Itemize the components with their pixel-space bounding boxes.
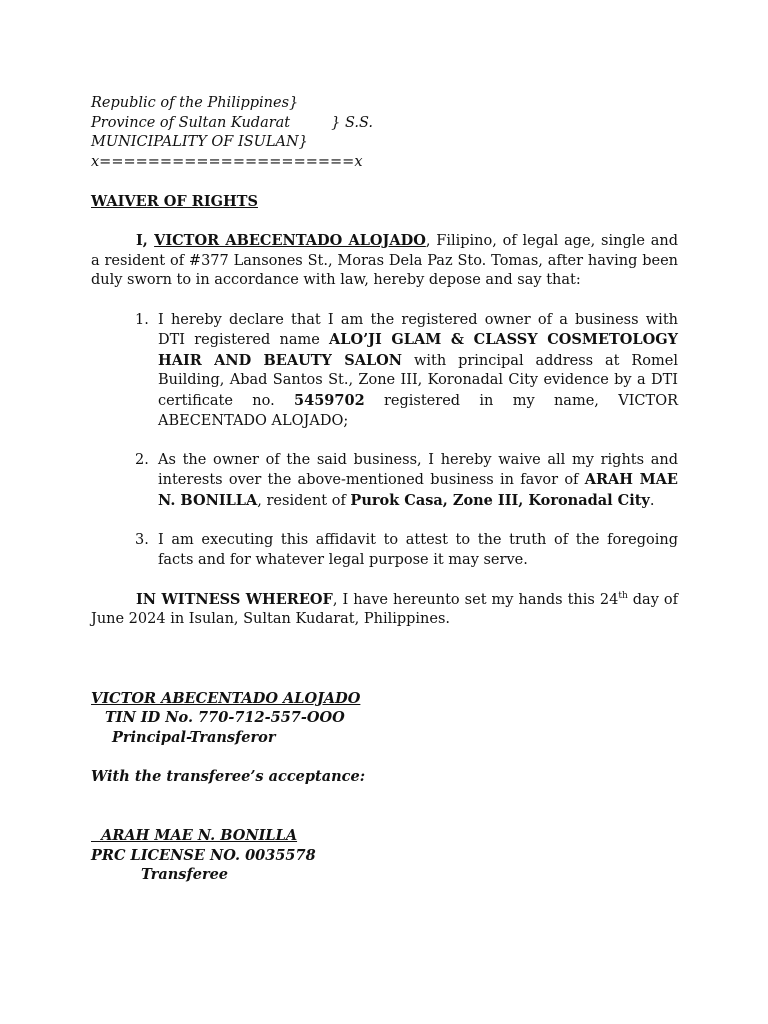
transferor-signature-block — [91, 689, 678, 748]
acceptance-line: With the transferee’s acceptance: — [91, 768, 366, 786]
day-suffix: th — [618, 591, 628, 602]
dti-certificate-number: 5459702 — [294, 391, 365, 409]
declaration-list — [91, 311, 678, 571]
list-spacer — [91, 431, 678, 451]
item-number: 2. — [135, 451, 149, 468]
document-body — [91, 94, 678, 885]
intro-text: , Filipino, of legal age, single and a resident of #377 Lansones St., Moras Dela Paz Sto. Tomas, after having been duly sworn to in accordance with law, hereby depose and say that: — [91, 233, 679, 289]
item-text: As the owner of the said business, I hereby waive all my rights and interests over the above-mentioned business in favor of — [158, 451, 678, 489]
transferee-signature-block — [91, 826, 678, 885]
witness-paragraph — [91, 590, 678, 630]
transferee-name-line — [91, 826, 678, 846]
transferor-role: Principal-Transferor — [112, 729, 276, 746]
item-text: I am executing this affidavit to attest to the truth of the foregoing facts and for whatever legal purpose it may serve. — [158, 532, 678, 568]
transferee-name-inline: ARAH MAE N. BONILLA — [158, 471, 678, 509]
item-number: 1. — [135, 311, 149, 328]
venue-header — [91, 94, 678, 172]
header-ss: } S.S. — [331, 114, 374, 131]
witness-heading: IN WITNESS WHEREOF — [136, 590, 333, 608]
header-municipality: MUNICIPALITY OF ISULAN} — [91, 134, 308, 151]
item-text: I hereby declare that I am the registered owner of a business with DTI registered name — [158, 311, 678, 349]
intro-prefix: I, — [136, 232, 155, 250]
witness-text: , I have hereunto set my hands this 24 — [332, 591, 619, 608]
intro-paragraph — [91, 231, 678, 291]
item-text: registered in my name, VICTOR ABECENTADO ALOJADO; — [158, 392, 678, 429]
header-province-name: Province of Sultan Kudarat — [91, 114, 291, 131]
transferor-name: VICTOR ABECENTADO ALOJADO — [91, 689, 361, 707]
affiant-name: VICTOR ABECENTADO ALOJADO — [154, 232, 426, 250]
header-province — [91, 114, 678, 134]
transferee-license: PRC LICENSE NO. 0035578 — [91, 846, 316, 864]
witness-text: day of June 2024 in Isulan, Sultan Kudarat, Philippines. — [91, 591, 679, 628]
transferor-tin: TIN ID No. 770-712-557-OOO — [105, 709, 345, 727]
transferee-name: ARAH MAE N. BONILLA — [101, 826, 298, 844]
item-number: 3. — [135, 532, 149, 549]
item-text: , resident of — [257, 492, 351, 509]
header-republic: Republic of the Philippines} — [91, 95, 299, 111]
document-title: WAIVER OF RIGHTS — [91, 192, 258, 210]
header-divider: x=====================x — [91, 153, 363, 170]
list-item — [91, 311, 678, 432]
list-item — [91, 451, 678, 512]
list-spacer — [91, 511, 678, 531]
transferee-role: Transferee — [141, 866, 229, 884]
transferee-address: Purok Casa, Zone III, Koronadal City — [350, 491, 650, 509]
list-item — [91, 531, 678, 570]
business-name: ALO’JI GLAM & CLASSY COSMETOLOGY HAIR AND BEAUTY SALON — [158, 331, 678, 369]
item-text: with principal address at Romel Building, Abad Santos St., Zone III, Koronadal City evidence by a DTI certificate no. — [158, 352, 678, 409]
item-text: . — [649, 492, 655, 509]
